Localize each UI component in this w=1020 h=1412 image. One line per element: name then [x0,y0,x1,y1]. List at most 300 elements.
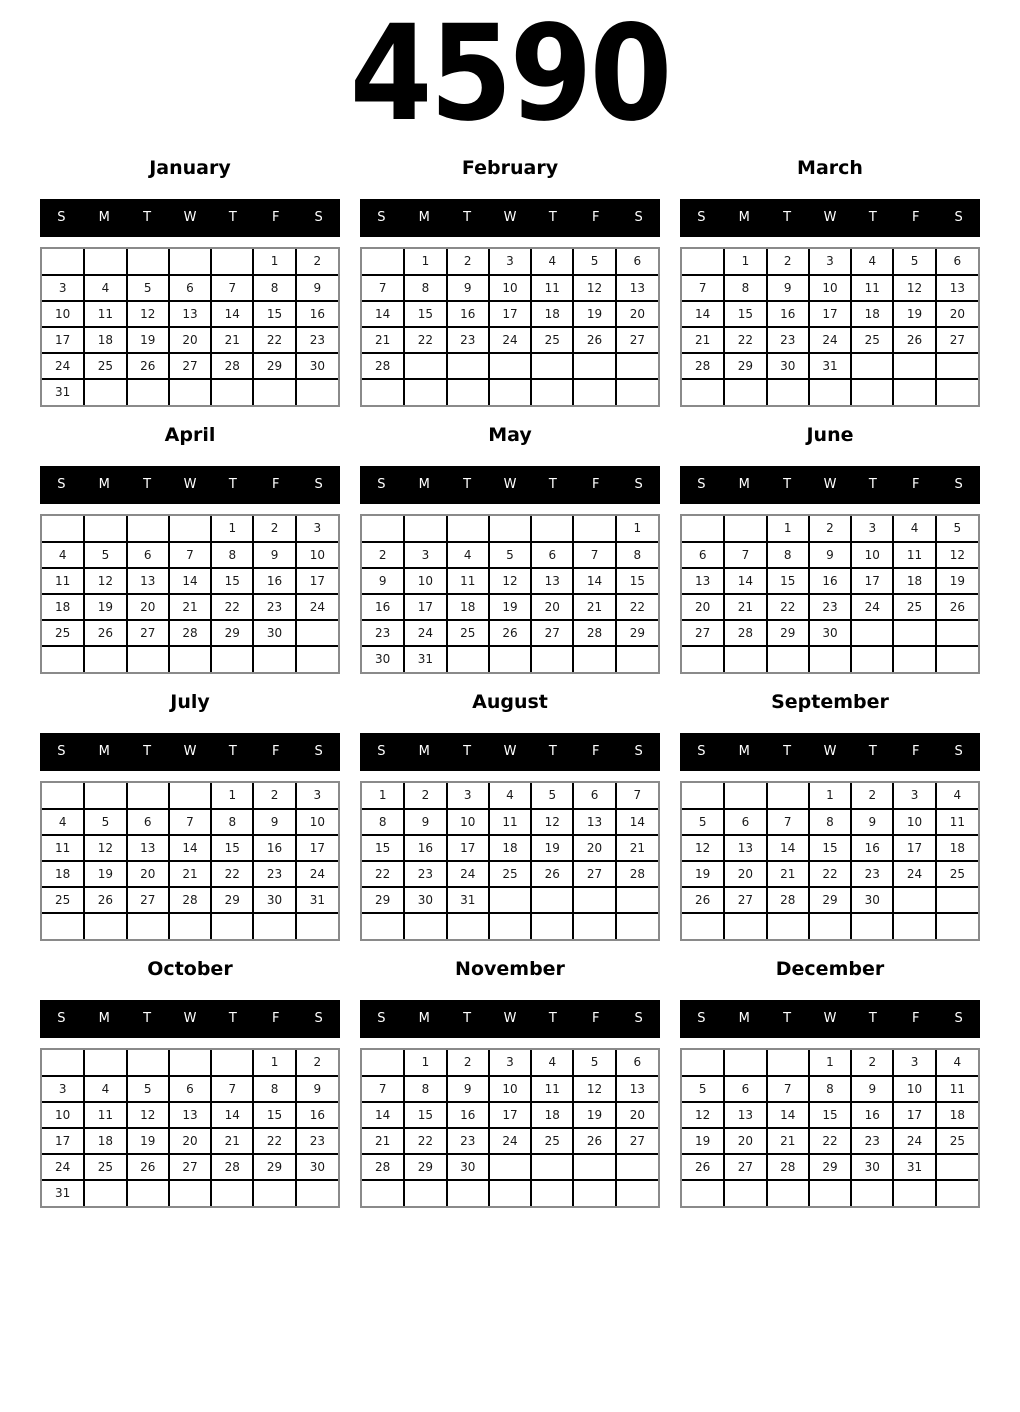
weekday-header-row [40,466,340,504]
day-cell: 7 [767,1076,809,1102]
weekday-label: F [911,477,920,493]
day-cell: 8 [809,809,851,835]
day-cell: 25 [531,1128,573,1154]
month-days-table [362,1050,658,1206]
weekday-label: S [57,1011,66,1027]
week-row [682,379,978,405]
month-days-table [42,516,338,672]
week-row [682,646,978,672]
day-cell: 16 [253,568,295,594]
day-cell: 22 [809,861,851,887]
day-cell: 19 [682,861,724,887]
week-row [362,809,658,835]
day-cell-empty [296,620,338,646]
day-cell: 3 [893,1050,935,1076]
weekday-label: S [634,744,643,760]
week-row [362,301,658,327]
week-row [42,327,338,353]
day-cell: 1 [724,249,766,275]
day-cell: 20 [573,835,615,861]
day-cell: 17 [42,327,84,353]
week-row [682,542,978,568]
month-days-table [682,1050,978,1206]
weekday-label: S [697,210,706,226]
day-cell-empty [936,887,978,913]
day-cell-empty [809,646,851,672]
month-days-table [682,783,978,939]
day-cell-empty [127,783,169,809]
day-cell-empty [893,1180,935,1206]
day-cell-empty [936,353,978,379]
day-cell: 15 [809,835,851,861]
week-row [682,327,978,353]
day-cell: 4 [531,1050,573,1076]
weekday-label: T [228,1011,237,1027]
day-cell: 2 [447,1050,489,1076]
weekday-header-row [360,733,660,771]
day-cell-empty [404,353,446,379]
day-cell: 22 [767,594,809,620]
month-name: November [455,957,565,980]
week-row [682,1050,978,1076]
week-row [682,353,978,379]
day-cell: 25 [531,327,573,353]
day-cell: 10 [296,809,338,835]
day-cell: 2 [404,783,446,809]
day-cell: 7 [767,809,809,835]
day-cell-empty [296,646,338,672]
day-cell: 9 [404,809,446,835]
month-name: December [775,957,885,980]
day-cell: 28 [362,353,404,379]
day-cell: 20 [936,301,978,327]
day-cell: 29 [362,887,404,913]
weekday-label: T [783,210,792,226]
day-cell: 5 [682,1076,724,1102]
day-cell: 21 [211,327,253,353]
day-cell: 11 [936,809,978,835]
day-cell-empty [42,1050,84,1076]
day-cell: 13 [616,275,658,301]
day-cell: 26 [682,887,724,913]
day-cell: 5 [531,783,573,809]
day-cell: 7 [682,275,724,301]
day-cell-empty [489,646,531,672]
week-row [42,620,338,646]
day-cell: 29 [809,1154,851,1180]
week-row [42,913,338,939]
day-cell-empty [489,1180,531,1206]
day-cell-empty [724,1180,766,1206]
day-cell: 27 [169,1154,211,1180]
day-cell: 22 [616,594,658,620]
day-cell: 1 [253,1050,295,1076]
day-cell: 14 [767,1102,809,1128]
day-cell-empty [767,913,809,939]
day-cell: 16 [851,835,893,861]
day-cell: 21 [682,327,724,353]
weekday-label: S [697,1011,706,1027]
day-cell-empty [169,646,211,672]
day-cell: 23 [253,594,295,620]
day-cell-empty [211,379,253,405]
day-cell-empty [489,353,531,379]
day-cell: 20 [169,327,211,353]
day-cell-empty [682,516,724,542]
week-row [362,1154,658,1180]
day-cell: 25 [936,861,978,887]
weekday-label: M [98,744,110,760]
day-cell: 12 [84,568,126,594]
month-december [680,959,980,1208]
day-cell: 19 [84,861,126,887]
week-row [682,809,978,835]
week-row [362,542,658,568]
day-cell: 14 [616,809,658,835]
day-cell: 10 [489,1076,531,1102]
week-row [42,783,338,809]
day-cell: 26 [682,1154,724,1180]
week-row [362,1076,658,1102]
day-cell: 12 [682,1102,724,1128]
day-cell: 7 [573,542,615,568]
weekday-header-row [360,1000,660,1038]
day-cell: 4 [84,1076,126,1102]
day-cell-empty [296,913,338,939]
day-cell: 10 [296,542,338,568]
day-cell: 25 [42,620,84,646]
day-cell: 22 [724,327,766,353]
week-row [42,1180,338,1206]
weekday-label: S [697,744,706,760]
day-cell: 25 [84,1154,126,1180]
week-row [362,327,658,353]
day-cell: 21 [616,835,658,861]
week-row [362,379,658,405]
day-cell: 18 [84,327,126,353]
day-cell: 21 [767,1128,809,1154]
weekday-header-row [680,733,980,771]
day-cell-empty [84,516,126,542]
weekday-label: W [503,210,517,226]
day-cell-empty [893,913,935,939]
day-cell-empty [84,1050,126,1076]
day-cell: 27 [616,1128,658,1154]
month-days-table [362,516,658,672]
day-cell: 2 [253,516,295,542]
day-cell: 8 [253,1076,295,1102]
day-cell: 11 [489,809,531,835]
day-cell-empty [616,379,658,405]
week-row [682,1076,978,1102]
weekday-label: S [377,1011,386,1027]
month-days-table-frame [40,1048,340,1208]
weekday-label: M [418,477,430,493]
day-cell-empty [531,887,573,913]
day-cell: 8 [616,542,658,568]
day-cell: 3 [296,516,338,542]
month-name: June [806,423,854,446]
day-cell: 9 [447,1076,489,1102]
day-cell-empty [489,516,531,542]
month-days-table [682,249,978,405]
weekday-label: T [143,210,152,226]
day-cell-empty [211,913,253,939]
day-cell-empty [489,379,531,405]
day-cell-empty [489,1154,531,1180]
week-row [42,275,338,301]
month-name: August [472,690,548,713]
day-cell: 6 [936,249,978,275]
day-cell-empty [127,249,169,275]
day-cell: 2 [447,249,489,275]
day-cell: 20 [724,861,766,887]
day-cell: 11 [531,275,573,301]
weekday-label: T [868,210,877,226]
day-cell: 18 [531,301,573,327]
day-cell: 19 [936,568,978,594]
day-cell: 27 [724,887,766,913]
day-cell: 2 [851,783,893,809]
weekday-label: M [418,1011,430,1027]
day-cell-empty [724,379,766,405]
day-cell: 29 [809,887,851,913]
week-row [42,887,338,913]
day-cell: 2 [296,1050,338,1076]
day-cell: 4 [42,809,84,835]
day-cell: 19 [489,594,531,620]
day-cell: 24 [42,353,84,379]
day-cell: 31 [404,646,446,672]
day-cell: 10 [489,275,531,301]
day-cell: 17 [404,594,446,620]
day-cell-empty [767,1180,809,1206]
weekday-label: S [634,210,643,226]
day-cell: 18 [84,1128,126,1154]
day-cell: 6 [682,542,724,568]
day-cell: 27 [531,620,573,646]
day-cell: 4 [851,249,893,275]
month-august [360,692,660,941]
day-cell: 21 [169,861,211,887]
week-row [42,516,338,542]
week-row [682,568,978,594]
day-cell-empty [127,1050,169,1076]
day-cell: 15 [616,568,658,594]
weekday-label: F [911,210,920,226]
day-cell: 28 [616,861,658,887]
day-cell: 21 [362,327,404,353]
day-cell: 5 [489,542,531,568]
day-cell: 10 [404,568,446,594]
day-cell-empty [851,379,893,405]
day-cell: 6 [616,1050,658,1076]
weekday-label: F [271,744,280,760]
day-cell-empty [682,913,724,939]
day-cell-empty [893,646,935,672]
day-cell-empty [84,913,126,939]
day-cell: 11 [42,568,84,594]
day-cell-empty [809,379,851,405]
week-row [42,249,338,275]
day-cell: 20 [531,594,573,620]
weekday-label: F [271,210,280,226]
weekday-label: S [634,477,643,493]
month-name: October [147,957,233,980]
weekday-label: F [591,210,600,226]
day-cell: 6 [724,1076,766,1102]
day-cell: 30 [851,887,893,913]
month-days-table-frame [360,781,660,941]
day-cell-empty [573,379,615,405]
day-cell: 11 [447,568,489,594]
day-cell: 12 [127,301,169,327]
day-cell: 5 [573,1050,615,1076]
day-cell-empty [42,783,84,809]
day-cell: 23 [809,594,851,620]
day-cell-empty [169,1180,211,1206]
day-cell-empty [767,646,809,672]
month-days-table [42,783,338,939]
day-cell-empty [682,1180,724,1206]
day-cell: 5 [84,809,126,835]
day-cell: 8 [724,275,766,301]
weekday-header-row [40,1000,340,1038]
day-cell: 31 [809,353,851,379]
day-cell-empty [893,353,935,379]
day-cell: 4 [531,249,573,275]
day-cell: 10 [893,809,935,835]
day-cell-empty [127,646,169,672]
day-cell: 13 [724,1102,766,1128]
day-cell-empty [84,249,126,275]
day-cell-empty [851,646,893,672]
weekday-header-row [360,199,660,237]
day-cell-empty [84,783,126,809]
day-cell: 8 [404,275,446,301]
day-cell: 26 [531,861,573,887]
day-cell: 17 [489,301,531,327]
day-cell-empty [296,1180,338,1206]
day-cell: 30 [851,1154,893,1180]
day-cell: 16 [362,594,404,620]
day-cell: 26 [84,887,126,913]
day-cell: 3 [851,516,893,542]
day-cell: 11 [42,835,84,861]
day-cell: 21 [767,861,809,887]
month-november [360,959,660,1208]
day-cell-empty [936,379,978,405]
day-cell-empty [573,1180,615,1206]
day-cell: 23 [362,620,404,646]
day-cell: 26 [489,620,531,646]
weekday-header-row [360,466,660,504]
weekday-label: W [823,477,837,493]
day-cell-empty [724,516,766,542]
day-cell: 6 [127,809,169,835]
week-row [682,783,978,809]
day-cell-empty [362,249,404,275]
day-cell-empty [362,516,404,542]
day-cell: 12 [127,1102,169,1128]
day-cell: 21 [573,594,615,620]
day-cell: 23 [851,861,893,887]
day-cell: 10 [851,542,893,568]
day-cell: 15 [211,835,253,861]
day-cell-empty [893,379,935,405]
weekday-label: W [503,477,517,493]
week-row [362,913,658,939]
day-cell: 5 [84,542,126,568]
day-cell-empty [724,1050,766,1076]
weekday-label: S [314,744,323,760]
day-cell: 25 [936,1128,978,1154]
day-cell-empty [169,913,211,939]
weekday-label: T [868,744,877,760]
day-cell: 12 [489,568,531,594]
day-cell: 5 [682,809,724,835]
week-row [682,1102,978,1128]
week-row [682,249,978,275]
day-cell: 20 [169,1128,211,1154]
day-cell: 9 [851,809,893,835]
week-row [42,353,338,379]
day-cell-empty [169,1050,211,1076]
day-cell: 11 [84,301,126,327]
day-cell-empty [447,913,489,939]
day-cell: 1 [616,516,658,542]
month-name: February [461,157,559,179]
day-cell: 7 [616,783,658,809]
week-row [362,887,658,913]
weekday-label: S [697,477,706,493]
day-cell-empty [211,1180,253,1206]
weekday-label: S [314,1011,323,1027]
day-cell: 20 [682,594,724,620]
day-cell: 22 [211,861,253,887]
day-cell: 26 [936,594,978,620]
month-october [40,959,340,1208]
day-cell: 26 [573,1128,615,1154]
week-row [42,1154,338,1180]
weekday-label: T [143,1011,152,1027]
day-cell: 25 [893,594,935,620]
day-cell: 30 [253,887,295,913]
day-cell: 13 [127,835,169,861]
day-cell: 7 [362,1076,404,1102]
day-cell-empty [531,913,573,939]
day-cell-empty [893,620,935,646]
day-cell: 25 [489,861,531,887]
weekday-label: S [954,744,963,760]
day-cell-empty [682,646,724,672]
weekday-label: F [591,744,600,760]
day-cell: 13 [531,568,573,594]
week-row [42,835,338,861]
weekday-label: M [98,1011,110,1027]
week-row [682,861,978,887]
day-cell: 20 [616,301,658,327]
day-cell: 26 [127,1154,169,1180]
day-cell-empty [42,913,84,939]
day-cell: 3 [42,1076,84,1102]
day-cell: 16 [447,301,489,327]
month-june [680,425,980,674]
day-cell: 16 [809,568,851,594]
weekday-label: F [271,477,280,493]
day-cell-empty [169,783,211,809]
day-cell-empty [169,249,211,275]
